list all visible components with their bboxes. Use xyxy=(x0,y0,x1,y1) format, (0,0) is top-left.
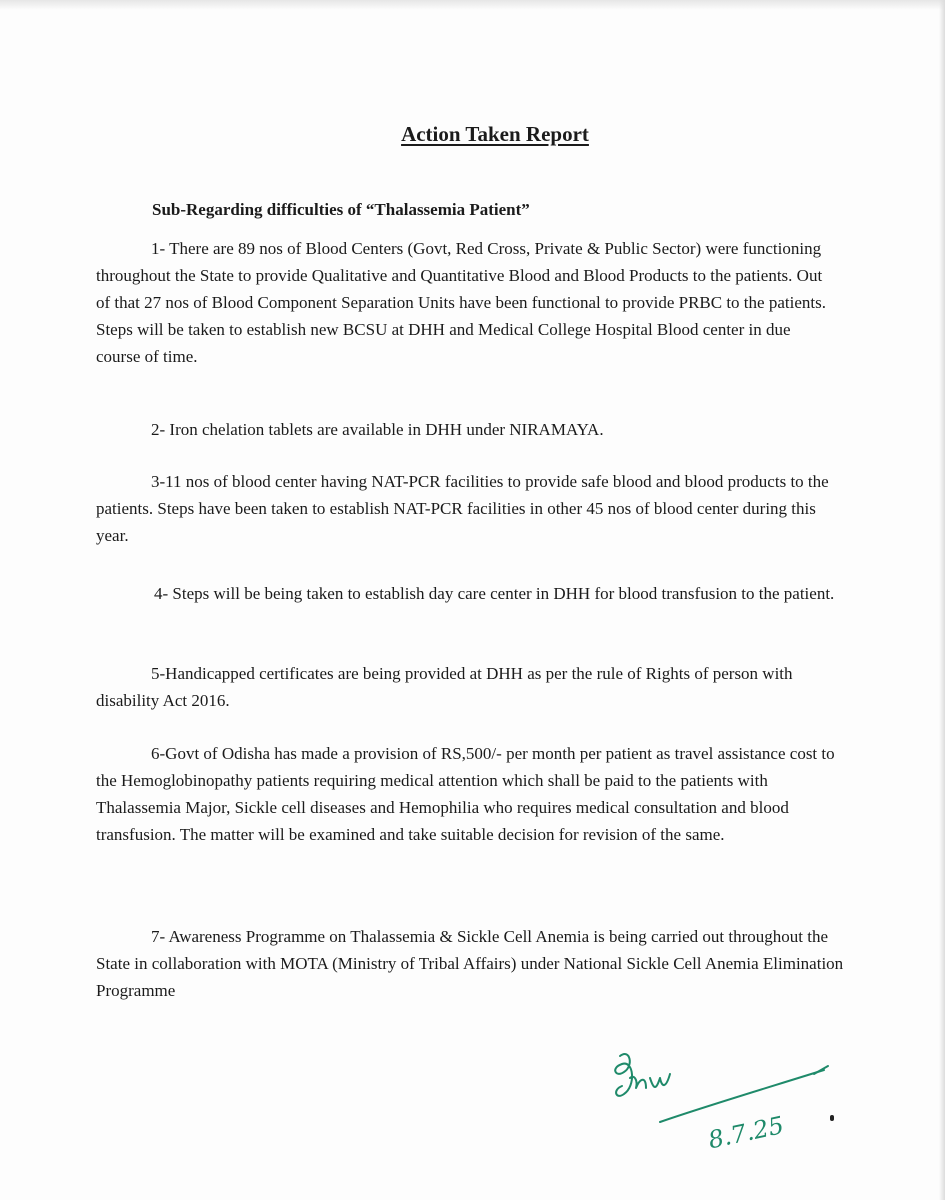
paragraph-3: 3-11 nos of blood center having NAT-PCR facilities to provide safe blood and blood products to the patients. Steps have been taken to establish NAT-PCR facilities in other 45 nos of blood center during this year. xyxy=(96,472,829,545)
ink-speck xyxy=(830,1115,834,1121)
paragraph-7: 7- Awareness Programme on Thalassemia & Sickle Cell Anemia is being carried out throughout the State in collaboration with MOTA (Ministry of Tribal Affairs) under National Sickle Cell Anemia Elimination Programme xyxy=(96,927,844,1000)
signature-date: 8.7.25 xyxy=(705,1111,787,1155)
paragraph-2: 2- Iron chelation tablets are available in DHH under NIRAMAYA. xyxy=(151,420,604,439)
paragraph-5: 5-Handicapped certificates are being provided at DHH as per the rule of Rights of person with disability Act 2016. xyxy=(96,664,793,710)
paragraph-6: 6-Govt of Odisha has made a provision of RS,500/- per month per patient as travel assistance cost to the Hemoglobinopathy patients requiring medical attention which shall be paid to the patients with Thalassemia Major, Sickle cell diseases and Hemophilia who requires medical consultation and blood transfusion. The matter will be examined and take suitable decision for revision of the same. xyxy=(96,744,835,844)
subject-line: Sub-Regarding difficulties of “Thalassemia Patient” xyxy=(152,200,530,219)
paragraph-1: 1- There are 89 nos of Blood Centers (Govt, Red Cross, Private & Public Sector) were functioning throughout the State to provide Qualitative and Quantitative Blood and Blood Products to the patients. Out of that 27 nos of Blood Component Separation Units have been functional to provide PRBC to the patients. Steps will be taken to establish new BCSU at DHH and Medical College Hospital Blood center in due course of time. xyxy=(96,239,826,366)
paragraph-4: 4- Steps will be being taken to establish day care center in DHH for blood transfusion to the patient. xyxy=(154,584,835,603)
scan-edge-right xyxy=(939,0,945,1200)
document-title: Action Taken Report xyxy=(401,122,589,146)
scan-edge-top xyxy=(0,0,945,10)
handwritten-signature xyxy=(600,1038,850,1158)
